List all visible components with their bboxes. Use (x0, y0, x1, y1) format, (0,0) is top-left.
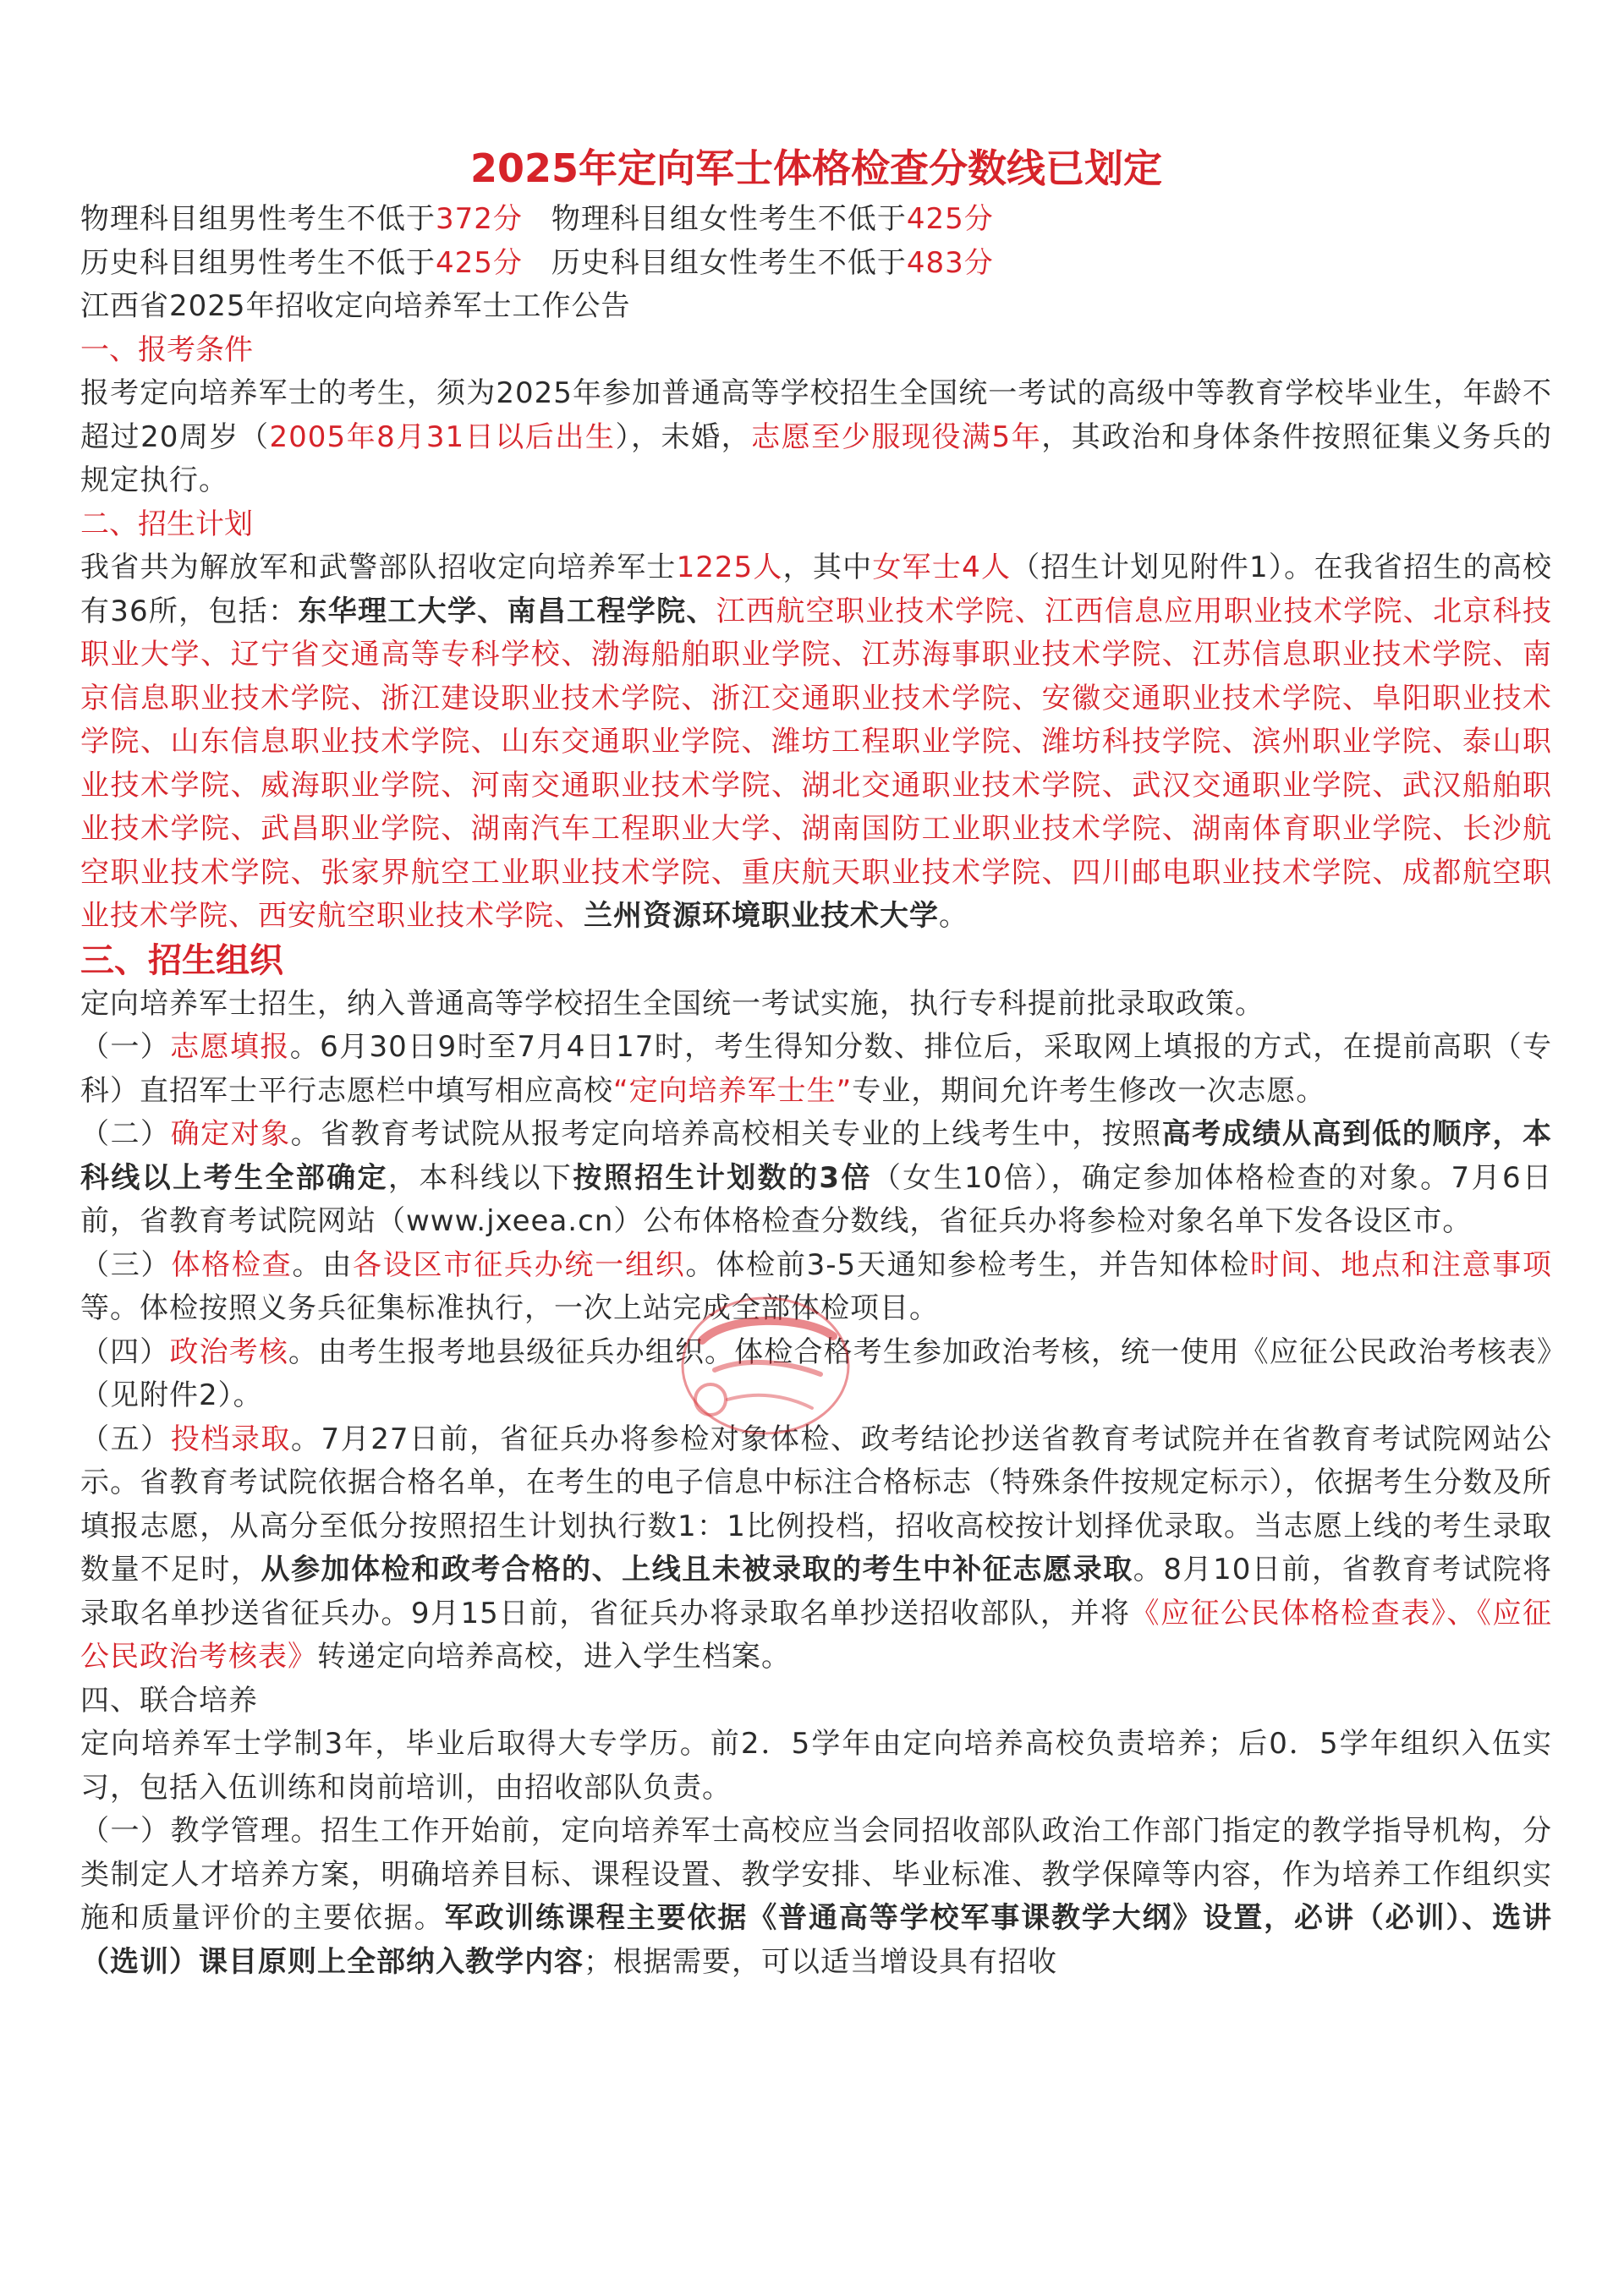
highlight-text: 2005年8月31日以后出生 (269, 419, 616, 454)
section-heading: 四、联合培养 (80, 1683, 258, 1718)
score-label: 物理科目组女性考生不低于 (551, 202, 907, 236)
text-run: 。 (939, 899, 968, 933)
section-heading: 二、招生计划 (80, 507, 253, 541)
section-paragraph (80, 546, 1552, 939)
text-run: 。省教育考试院从报考定向培养高校相关专业的上线考生中，按照 (290, 1117, 1162, 1151)
item-number: （一） (80, 1030, 171, 1064)
score-line-physics (80, 198, 1552, 242)
document-page (80, 144, 1552, 1984)
text-run: 。6月30日9时至7月4日17时，考生得知分数、排位后，采取网上填报的方式，在提前高职（专科）直招军士平行志愿栏中填写相应高校 (80, 1030, 1553, 1108)
score-label: 物理科目组男性考生不低于 (80, 202, 436, 236)
bold-text: 兰州资源环境职业技术大学 (584, 899, 939, 933)
item-keyword: 投档录取 (170, 1422, 291, 1456)
item-keyword: 确定对象 (170, 1117, 291, 1151)
section-paragraph: 定向培养军士学制3年，毕业后取得大专学历。前2．5学年由定向培养高校负责培养；后0．5学年组织入伍实习，包括入伍训练和岗前培训，由招收部队负责。 (80, 1727, 1552, 1805)
list-item (80, 1244, 1552, 1331)
text-run: （女生10倍），确定参加体格检查的对象。7月6日前，省教育考试院网站（www.jxeea.cn）公布体格检查分数线，省征兵办将参检对象名单下发各设区市。 (80, 1160, 1553, 1238)
announcement-title: 江西省2025年招收定向培养军士工作公告 (80, 289, 631, 323)
score-line-history (80, 242, 1552, 286)
list-item (80, 1331, 1552, 1418)
score-value: 425分 (436, 245, 523, 280)
text-run: 。由考生报考地县级征兵办组织。体检合格考生参加政治考核，统一使用《应征公民政治考核表》（见附件2）。 (80, 1334, 1553, 1412)
text-run: 。由 (292, 1247, 353, 1282)
item-number: （三） (80, 1247, 172, 1282)
highlight-text: 时间、地点和注意事项 (1250, 1247, 1553, 1282)
score-value: 372分 (436, 202, 523, 236)
list-item (80, 1113, 1552, 1244)
page-title: 2025年定向军士体格检查分数线已划定 (469, 145, 1163, 191)
text-run: ；根据需要，可以适当增设具有招收 (584, 1944, 1057, 1979)
score-value: 483分 (906, 245, 994, 280)
text-run: 。8月10日前，省教育考试院将录取名单抄送省征兵办。9月15日前，省征兵办将录取名单抄送招收部队，并将 (80, 1553, 1552, 1630)
section-paragraph: 定向培养军士招生，纳入普通高等学校招生全国统一考试实施，执行专科提前批录取政策。 (80, 986, 1265, 1021)
item-keyword: 志愿填报 (170, 1030, 290, 1064)
text-run: 转递定向培养高校，进入学生档案。 (317, 1640, 791, 1674)
section-heading: 三、招生组织 (80, 940, 283, 980)
text-run: 我省共为解放军和武警部队招收定向培养军士 (80, 551, 677, 584)
text-run: 。7月27日前，省征兵办将参检对象体检、政考结论抄送省教育考试院并在省教育考试院网站公示。省教育考试院依据合格名单，在考生的电子信息中标注合格标志（特殊条件按规定标示），依据考生分数及所填报志愿，从高分至低分按照招生计划执行数1：1比例投档，招收高校按计划择优录取。当志愿上线的考生录取数量不足时， (80, 1422, 1553, 1586)
bold-text: 东华理工大学、南昌工程学院、 (298, 594, 716, 628)
score-label: 历史科目组女性考生不低于 (551, 245, 907, 280)
text-run: 等。体检按照义务兵征集标准执行，一次上站完成全部体检项目。 (80, 1291, 939, 1325)
highlight-text: 志愿至少服现役满5年 (751, 419, 1042, 454)
bold-text: 按照招生计划数的3倍 (573, 1160, 872, 1195)
item-keyword: 政治考核 (169, 1334, 289, 1369)
score-value: 425分 (906, 202, 994, 236)
section-heading: 一、报考条件 (80, 332, 253, 367)
item-number: （二） (80, 1117, 171, 1151)
item-keyword: 体格检查 (171, 1247, 293, 1282)
school-list: 江西航空职业技术学院、江西信息应用职业技术学院、北京科技职业大学、辽宁省交通高等专科学校、渤海船舶职业学院、江苏海事职业技术学院、江苏信息职业技术学院、南京信息职业技术学院、浙江建设职业技术学院、浙江交通职业技术学院、安徽交通职业技术学院、阜阳职业技术学院、山东信息职业技术学院、山东交通职业学院、潍坊工程职业学院、潍坊科技学院、滨州职业学院、泰山职业技术学院、威海职业学院、河南交通职业技术学院、湖北交通职业技术学院、武汉交通职业学院、武汉船舶职业技术学院、武昌职业学院、湖南汽车工程职业大学、湖南国防工业职业技术学院、湖南体育职业学院、长沙航空职业技术学院、张家界航空工业职业技术学院、重庆航天职业技术学院、四川邮电职业技术学院、成都航空职业技术学院、西安航空职业技术学院、 (80, 594, 1553, 933)
text-run: ，本科线以下 (387, 1160, 573, 1195)
item-number: （四） (80, 1334, 170, 1369)
highlight-text: 各设区市征兵办统一组织 (353, 1247, 686, 1282)
highlight-text: 女军士4人 (872, 551, 1012, 584)
list-item (80, 1026, 1552, 1113)
bold-text: 军政训练课程主要依据《普通高等学校军事课教学大纲》设置，必讲（必训）、选讲（选训）课目原则上全部纳入教学内容 (80, 1901, 1552, 1979)
list-item (80, 1418, 1552, 1680)
text-run: 报考定向培养军士的考生，须为2025年参加普通高等学校招生全国统一考试的高级中等教育学校毕业生，年龄不超过20周岁（ (80, 376, 1552, 454)
section-paragraph (80, 372, 1552, 503)
highlight-text: “定向培养军士生” (613, 1073, 853, 1108)
list-item (80, 1810, 1552, 1984)
text-run: （一）教学管理。招生工作开始前，定向培养军士高校应当会同招收部队政治工作部门指定的教学指导机构，分类制定人才培养方案，明确培养目标、课程设置、教学安排、毕业标准、教学保障等内容，作为培养工作组织实施和质量评价的主要依据。 (80, 1814, 1552, 1935)
item-number: （五） (80, 1422, 171, 1456)
text-run: 。体检前3-5天通知参检考生，并告知体检 (685, 1247, 1251, 1282)
text-run: ，其中 (782, 551, 873, 584)
score-label: 历史科目组男性考生不低于 (80, 245, 436, 280)
text-run: ，其政治和身体条件按照征集义务兵的规定执行。 (80, 419, 1552, 497)
text-run: （招生计划见附件1）。在我省招生的高校有36所，包括： (80, 551, 1552, 628)
highlight-text: 《应征公民体格检查表》、《应征公民政治考核表》 (80, 1596, 1552, 1674)
bold-text: 高考成绩从高到低的顺序，本科线以上考生全部确定 (80, 1117, 1553, 1195)
text-run: 专业，期间允许考生修改一次志愿。 (852, 1073, 1326, 1108)
text-run: ），未婚， (615, 419, 752, 454)
bold-text: 从参加体检和政考合格的、上线且未被录取的考生中补征志愿录取 (261, 1553, 1133, 1586)
highlight-text: 1225人 (676, 551, 783, 584)
